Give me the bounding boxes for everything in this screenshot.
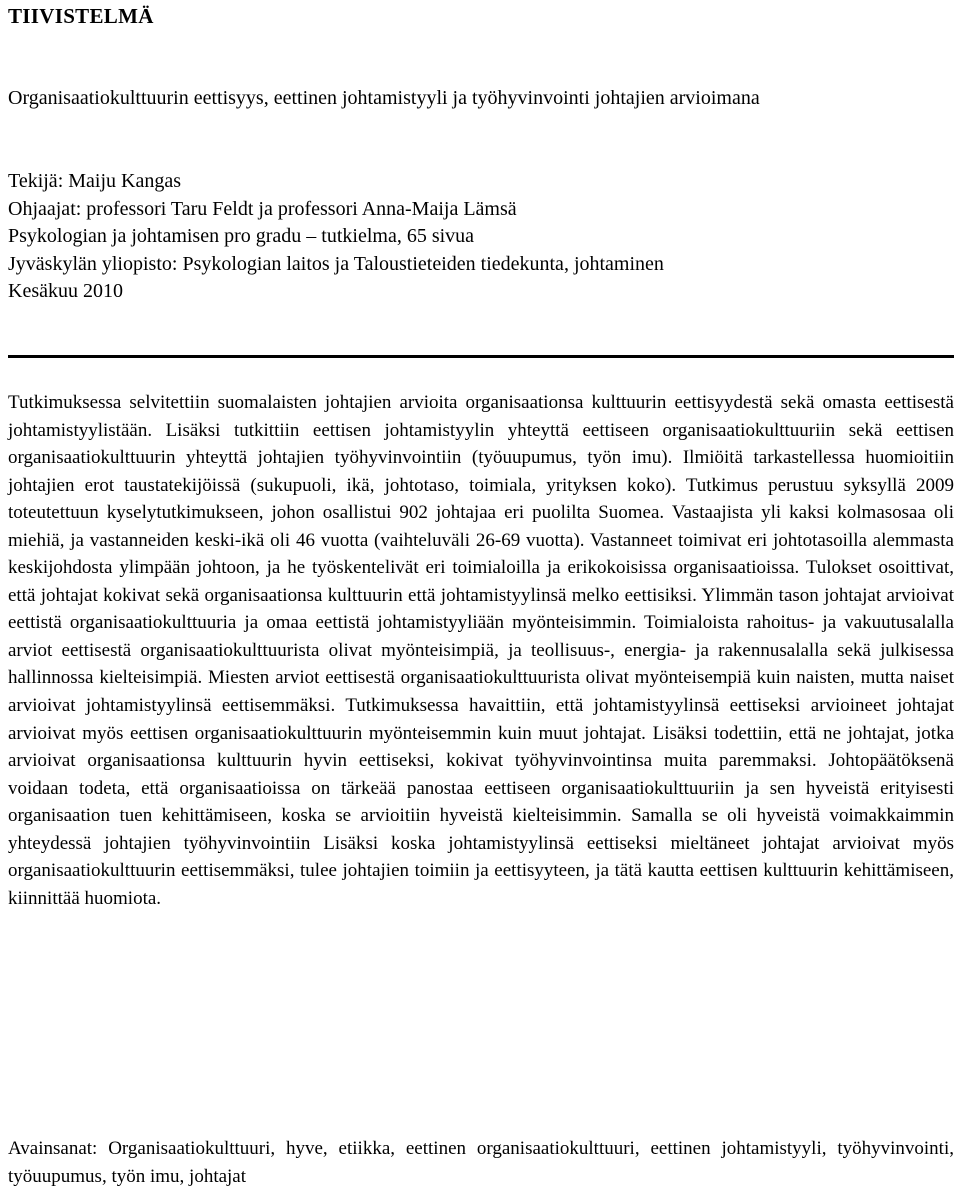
abstract-paragraph: Tutkimuksessa selvitettiin suomalaisten johtajien arvioita organisaationsa kulttuurin eettisyydestä sekä omasta eettisestä johtamistyylistään. Lisäksi tutkittiin eettisen johtamistyylin yhteyttä eettiseen organisaatiokulttuuriin sekä eettisen organisaatiokulttuurin yhteyttä johtajien työhyvinvointiin (työuupumus, työn imu). Ilmiöitä tarkastellessa huomioitiin johtajien erot taustatekijöissä (sukupuoli, ikä, johtotaso, toimiala, yrityksen koko). Tutkimus perustuu syksyllä 2009 toteutettuun kyselytutkimukseen, johon osallistui 902 johtajaa eri puolilta Suomea. Vastaajista yli kaksi kolmasosaa oli miehiä, ja vastanneiden keski-ikä oli 46 vuotta (vaihteluväli 26-69 vuotta). Vastanneet toimivat eri johtotasoilla alemmasta keskijohdosta ylimpään johtoon, ja he työskentelivät eri toimialoilla ja erikokoisissa organisaatioissa. Tulokset osoittivat, että johtajat kokivat sekä organisaationsa kulttuurin että johtamistyylinsä melko eettisiksi. Ylimmän tason johtajat arvioivat eettistä organisaatiokulttuuria ja omaa eettistä johtamistyyliään myönteisimmin. Toimialoista rahoitus- ja vakuutusalalla arviot eettisestä organisaatiokulttuurista olivat myönteisimpiä, ja teollisuus-, energia- ja rakennusalalla sekä julkisessa hallinnossa kielteisimpiä. Miesten arviot eettisestä organisaatiokulttuurista olivat myönteisempiä kuin naisten, mutta naiset arvioivat johtamistyylinsä eettisemmäksi. Tutkimuksessa havaittiin, että johtamistyylinsä eettiseksi arvioineet johtajat arvioivat myös eettisen organisaatiokulttuurin myönteisemmin kuin muut johtajat. Lisäksi todettiin, että ne johtajat, jotka arvioivat organisaationsa kulttuurin hyvin eettiseksi, kokivat työhyvinvointinsa muita paremmaksi. Johtopäätöksenä voidaan todeta, että organisaatioissa on tärkeää panostaa eettiseen organisaatiokulttuuriin ja sen hyveistä erityisesti organisaation tuen kehittämiseen, koska se arvioitiin hyveistä kielteisimmin. Samalla se oli hyveistä voimakkaimmin yhteydessä johtajien työhyvinvointiin Lisäksi koska johtamistyylinsä eettiseksi mieltäneet johtajat arvioivat myös organisaatiokulttuurin eettisemmäksi, tulee johtajien toimiin ja eettisyyteen, ja tätä kautta eettisen kulttuurin kehittämiseen, kiinnittää huomiota.: [8, 392, 954, 909]
thesis-type-line: Psykologian ja johtamisen pro gradu – tutkielma, 65 sivua: [8, 225, 475, 247]
thesis-title: Organisaatiokulttuurin eettisyys, eettinen johtamistyyli ja työhyvinvointi johtajien arvioimana: [8, 87, 760, 109]
author-line: Tekijä: Maiju Kangas: [8, 170, 181, 192]
section-divider: [8, 355, 954, 358]
supervisors-line: Ohjaajat: professori Taru Feldt ja professori Anna-Maija Lämsä: [8, 197, 517, 220]
university-line: Jyväskylän yliopisto: Psykologian laitos ja Taloustieteiden tiedekunta, johtaminen: [8, 252, 664, 275]
keywords-paragraph: Avainsanat: Organisaatiokulttuuri, hyve, etiikka, eettinen organisaatiokulttuuri, eettinen johtamistyyli, työhyvinvointi, työuupumus, työn imu, johtajat: [8, 1138, 954, 1187]
page-heading: TIIVISTELMÄ: [8, 4, 154, 28]
date-line: Kesäkuu 2010: [8, 280, 123, 302]
thesis-metadata: [8, 168, 664, 306]
